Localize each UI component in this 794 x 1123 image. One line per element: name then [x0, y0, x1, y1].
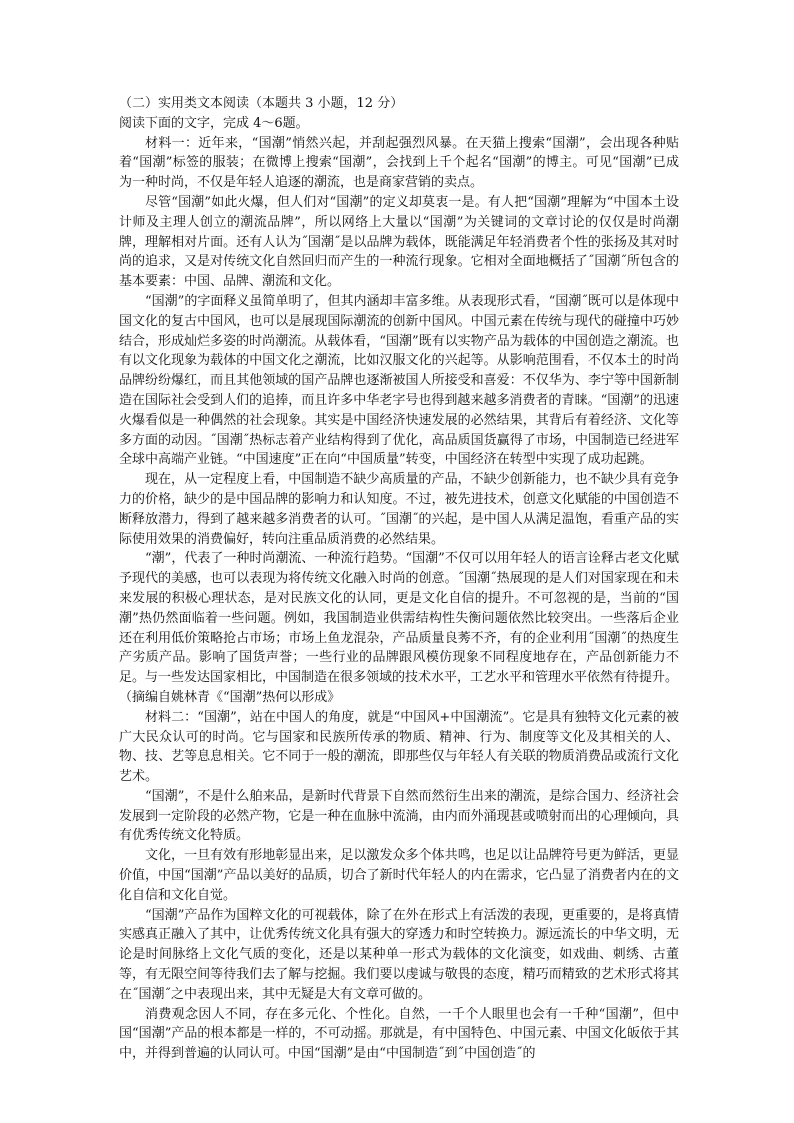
material1-paragraph-4: 现在，从一定程度上看，中国制造不缺少高质量的产品，不缺少创新能力，也不缺少具有竞争力的价格，缺少的是中国品牌的影响力和认知度。不过，被先进技术，创意文化赋能的中国创造不断释放潜力，得到了越来越多消费者的认可。˝国潮˝的兴起，是中国人从满足温饱，看重产品的实际使用效果的消费偏好，转向注重品质消费的必然结果。 — [119, 472, 679, 547]
material1-source: （摘编自姚林青《“国潮”热何以形成》 — [119, 689, 341, 705]
instruction: 阅读下面的文字，完成 4～6题。 — [119, 115, 309, 131]
section-heading: （二）实用类文本阅读（本题共 3 小题，12 分） — [119, 96, 404, 111]
material1-paragraph-3: “国潮”的字面释义虽简单明了，但其内涵却丰富多维。从表现形式看，“国潮˝既可以是体现中国文化的复古中国风，也可以是展现国际潮流的创新中国风。中国元素在传统与现代的碰撞中巧妙结合，形成灿烂多姿的时尚潮流。从载体看，“国潮”既有以实物产品为载体的中国创造之潮流。也有以文化现象为载体的中国文化之潮流，比如汉服文化的兴起等。从影响范围看，不仅本土的时尚品牌纷纷爆红，而且其他领域的国产品牌也逐渐被国人所接受和喜爱：不仅华为、李宁等中国新制造在国际社会受到人们的追捧，而且许多中华老字号也得到越来越多消费者的青睐。“国潮”的迅速火爆看似是一种偶然的社会现象。其实是中国经济快速发展的必然结果，其背后有着经济、文化等多方面的动因。˝国潮˝热标志着产业结构得到了优化，高品质国货赢得了市场，中国制造已经进军全球中高端产业链。“中国速度”正在向“中国质量”转变，中国经济在转型中实现了成功起跳。 — [119, 293, 679, 468]
material1-paragraph-1: 材料一：近年来，“国潮”悄然兴起，并刮起强烈风暴。在天猫上搜索“国潮”，会出现各种贴着“国潮”标签的服装；在微博上搜索“国潮”，会找到上千个起名“国潮”的博主。可见“国潮”已成为一种时尚，不仅是年轻人追逐的潮流，也是商家营销的卖点。 — [119, 135, 679, 191]
material1-paragraph-5: “潮”，代表了一种时尚潮流、一种流行趋势。“国潮”不仅可以用年轻人的语言诠释古老文化赋予现代的美感，也可以表现为将传统文化融入时尚的创意。˝国潮˝热展现的是人们对国家现在和未来发展的积极心理状态，是对民族文化的认同，更是文化自信的提升。不可忽视的是，当前的“国潮”热仍然面临着一些问题。例如，我国制造业供需结构性失衡问题依然比较突出。一些落后企业还在利用低价策略抢占市场；市场上鱼龙混杂，产品质量良莠不齐，有的企业利用˝国潮˝的热度生产劣质产品。影响了国货声誉；一些行业的品牌跟风模仿现象不同程度地存在，产品创新能力不足。与一些发达国家相比，中国制造在很多领域的技术水平，工艺水平和管理水平依然有待提升。 — [119, 551, 679, 686]
material2-paragraph-3: 文化，一旦有效有形地彰显出来，足以激发众多个体共鸣，也足以让品牌符号更为鲜活，更显价值，中国“国潮”产品以美好的品质，切合了新时代年轻人的内在需求，它凸显了消费者内在的文化自信和文化自觉。 — [119, 848, 679, 903]
material2-paragraph-4: “国潮”产品作为国粹文化的可视载体，除了在外在形式上有活泼的表现，更重要的，是将真情实感真正融入了其中，让优秀传统文化具有强大的穿透力和时空转换力。源远流长的中华文明，无论是时间脉络上文化气质的变化，还是以某种单一形式为载体的文化演变，如戏曲、刺绣、古董等，有无限空间等待我们去了解与挖掘。我们要以虔诚与敬畏的态度，精巧而精致的艺术形式将其在˝国潮˝之中表现出来，其中无疑是大有文章可做的。 — [119, 907, 679, 1002]
material2-paragraph-1: 材料二：“国潮”，站在中国人的角度，就是“中国风+中国潮流”。它是具有独特文化元素的被广大民众认可的时尚。它与国家和民族所传承的物质、精神、行为、制度等文化及其相关的人、物、技、艺等息息相关。它不同于一般的潮流，即那些仅与年轻人有关联的物质消费品或流行文化艺术。 — [119, 709, 679, 785]
material1-paragraph-2: 尽管“国潮”如此火爆，但人们对“国潮”的定义却莫衷一是。有人把“国潮”理解为“中国本土设计师及主理人创立的潮流品牌”，所以网络上大量以“国潮”为关键词的文章讨论的仅仅是时尚潮牌，理解相对片面。还有人认为˝国潮˝是以品牌为载体，既能满足年轻消费者个性的张扬及其对时尚的追求，又是对传统文化自然回归而产生的一种流行现象。它相对全面地概括了˝国潮˝所包含的基本要素：中国、品牌、潮流和文化。 — [119, 194, 679, 290]
material2-paragraph-2: “国潮”，不是什么舶来品，是新时代背景下自然而然衍生出来的潮流，是综合国力、经济社会发展到一定阶段的必然产物，它是一种在血脉中流淌，由内而外涌现甚或喷射而出的心理倾向，具有优秀传统文化特质。 — [119, 788, 679, 844]
reading-section — [119, 94, 679, 1064]
material2-paragraph-5: 消费观念因人不同，存在多元化、个性化。自然，一千个人眼里也会有一千种“国潮”，但中国“国潮”产品的根本都是一样的，不可动摇。那就是，有中国特色、中国元素、中国文化皈依于其中，并得到普遍的认同认可。中国“国潮”是由“中国制造˝到˝中国创造˝的 — [119, 1006, 679, 1062]
